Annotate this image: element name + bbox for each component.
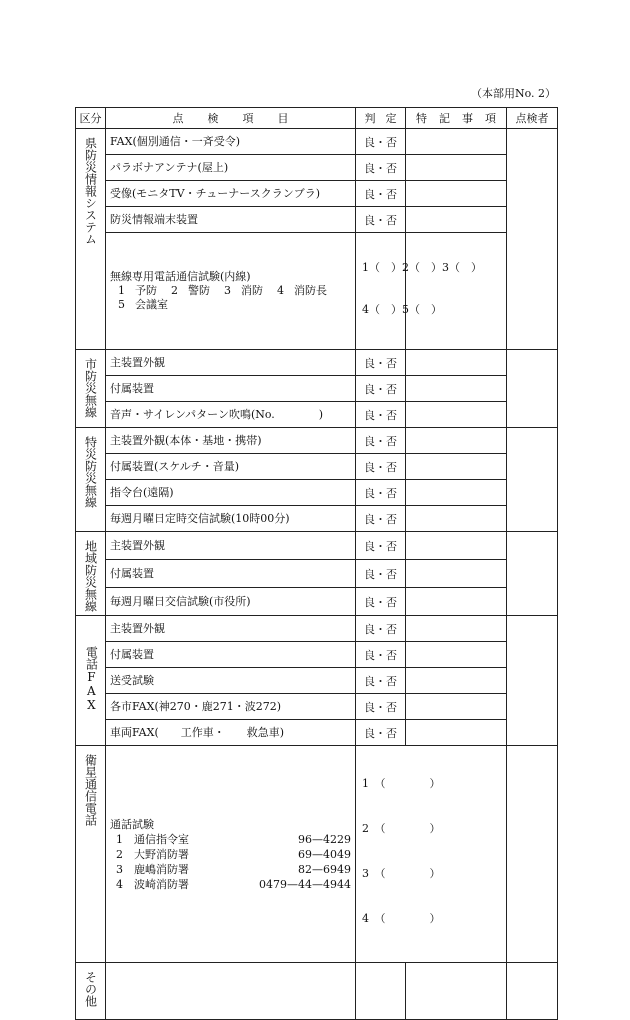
notes-cell[interactable] (406, 233, 507, 350)
table-row (76, 746, 558, 963)
judgement-cell: 1（ ）2（ ）3（ ） 4（ ）5（ ） (356, 233, 406, 350)
table-row (76, 668, 558, 694)
section-label: 衛星通信電話 (76, 746, 106, 963)
judgement-cell: 良・否 (356, 588, 406, 616)
call-judgement-cell: 1 （ ） 2 （ ） 3 （ ） 4 （ ） (356, 746, 507, 963)
judgement-cell: 良・否 (356, 350, 406, 376)
header-inspection-item: 点 検 項 目 (106, 108, 356, 129)
item-cell: FAX(個別通信・一斉受令) (106, 129, 356, 155)
inspector-cell[interactable] (507, 129, 558, 350)
notes-cell[interactable] (406, 181, 507, 207)
header-row (76, 108, 558, 129)
judgement-cell: 良・否 (356, 506, 406, 532)
judgement-cell: 良・否 (356, 560, 406, 588)
notes-cell[interactable] (406, 376, 507, 402)
judgement-cell: 良・否 (356, 402, 406, 428)
table-row (76, 402, 558, 428)
item-cell: 主装置外観 (106, 532, 356, 560)
judgement-cell: 良・否 (356, 720, 406, 746)
table-row (76, 480, 558, 506)
table-row (76, 532, 558, 560)
item-cell-extension-test (106, 233, 356, 350)
inspection-table (75, 107, 558, 1020)
inspector-cell[interactable] (507, 616, 558, 746)
item-cell: 防災情報端末装置 (106, 207, 356, 233)
section-label: 県防災情報システム (76, 129, 106, 350)
table-row (76, 207, 558, 233)
judgement-cell: 良・否 (356, 376, 406, 402)
table-row (76, 129, 558, 155)
notes-cell[interactable] (406, 642, 507, 668)
item-cell: 付属装置 (106, 642, 356, 668)
item-cell: 受像(モニタTV・チューナースクランブラ) (106, 181, 356, 207)
table-row (76, 560, 558, 588)
judgement-cell: 良・否 (356, 532, 406, 560)
table-row (76, 454, 558, 480)
notes-cell[interactable] (406, 207, 507, 233)
table-row (76, 233, 558, 350)
inspector-cell[interactable] (507, 350, 558, 428)
header-inspector: 点検者 (507, 108, 558, 129)
table-row (76, 350, 558, 376)
item-cell: 主装置外観(本体・基地・携帯) (106, 428, 356, 454)
table-row (76, 506, 558, 532)
notes-cell[interactable] (406, 588, 507, 616)
notes-cell[interactable] (406, 720, 507, 746)
call-row: 1 通信指令室 96—4229 (116, 832, 351, 846)
notes-cell[interactable] (406, 129, 507, 155)
item-cell: 車両FAX( 工作車・ 救急車) (106, 720, 356, 746)
item-cell: 主装置外観 (106, 350, 356, 376)
judgement-cell: 良・否 (356, 454, 406, 480)
notes-cell[interactable] (406, 428, 507, 454)
notes-cell[interactable] (406, 350, 507, 376)
notes-cell[interactable] (406, 532, 507, 560)
judgement-cell: 良・否 (356, 694, 406, 720)
table-row (76, 155, 558, 181)
item-cell: 指令台(遠隔) (106, 480, 356, 506)
table-row (76, 588, 558, 616)
header-judgement: 判 定 (356, 108, 406, 129)
call-row: 4 波崎消防署 0479—44—4944 (116, 877, 351, 891)
judgement-cell[interactable] (356, 963, 406, 1020)
item-cell: 各市FAX(神270・鹿271・波272) (106, 694, 356, 720)
judgement-cell: 良・否 (356, 616, 406, 642)
notes-cell[interactable] (406, 454, 507, 480)
notes-cell[interactable] (406, 694, 507, 720)
extension-list-line1: 1 予防 2 警防 3 消防 4 消防長 (118, 284, 327, 297)
header-category: 区分 (76, 108, 106, 129)
section-label: 電話FAX (76, 616, 106, 746)
item-cell: 主装置外観 (106, 616, 356, 642)
item-cell: パラボナアンテナ(屋上) (106, 155, 356, 181)
table-row (76, 720, 558, 746)
item-cell: 付属装置(スケルチ・音量) (106, 454, 356, 480)
table-row (76, 616, 558, 642)
section-label: 特災防災無線 (76, 428, 106, 532)
judgement-cell: 良・否 (356, 668, 406, 694)
inspector-cell[interactable] (507, 428, 558, 532)
extension-list-line2: 5 会議室 (118, 298, 168, 311)
notes-cell[interactable] (406, 668, 507, 694)
item-cell: 付属装置 (106, 376, 356, 402)
notes-cell[interactable] (406, 506, 507, 532)
other-item-cell[interactable] (106, 963, 356, 1020)
call-row: 2 大野消防署 69—4049 (116, 847, 351, 861)
call-test-cell (106, 746, 356, 963)
page-reference: （本部用No. 2） (470, 87, 556, 100)
item-cell: 音声・サイレンパターン吹鳴(No. ) (106, 402, 356, 428)
inspector-cell[interactable] (507, 532, 558, 616)
table-row (76, 642, 558, 668)
table-row (76, 694, 558, 720)
header-notes: 特 記 事 項 (406, 108, 507, 129)
item-cell: 毎週月曜日定時交信試験(10時00分) (106, 506, 356, 532)
notes-cell[interactable] (406, 402, 507, 428)
notes-cell[interactable] (406, 155, 507, 181)
inspector-cell[interactable] (507, 746, 558, 963)
item-cell: 送受試験 (106, 668, 356, 694)
item-title: 無線専用電話通信試験(内線) (110, 270, 251, 283)
notes-cell[interactable] (406, 480, 507, 506)
table-row (76, 181, 558, 207)
call-row: 3 鹿嶋消防署 82—6949 (116, 862, 351, 876)
judgement-cell: 良・否 (356, 480, 406, 506)
judgement-cell: 良・否 (356, 642, 406, 668)
table-row (76, 428, 558, 454)
notes-cell[interactable] (406, 560, 507, 588)
judgement-cell: 良・否 (356, 428, 406, 454)
judgement-cell: 良・否 (356, 207, 406, 233)
judgement-cell: 良・否 (356, 155, 406, 181)
judgement-cell: 良・否 (356, 129, 406, 155)
call-test-title: 通話試験 (110, 817, 154, 831)
table-row (76, 963, 558, 1020)
inspector-cell[interactable] (507, 963, 558, 1020)
section-label: 市防災無線 (76, 350, 106, 428)
section-label: 地域防災無線 (76, 532, 106, 616)
item-cell: 毎週月曜日交信試験(市役所) (106, 588, 356, 616)
table-row (76, 376, 558, 402)
notes-cell[interactable] (406, 616, 507, 642)
notes-cell[interactable] (406, 963, 507, 1020)
judgement-cell: 良・否 (356, 181, 406, 207)
section-label: その他 (76, 963, 106, 1020)
item-cell: 付属装置 (106, 560, 356, 588)
